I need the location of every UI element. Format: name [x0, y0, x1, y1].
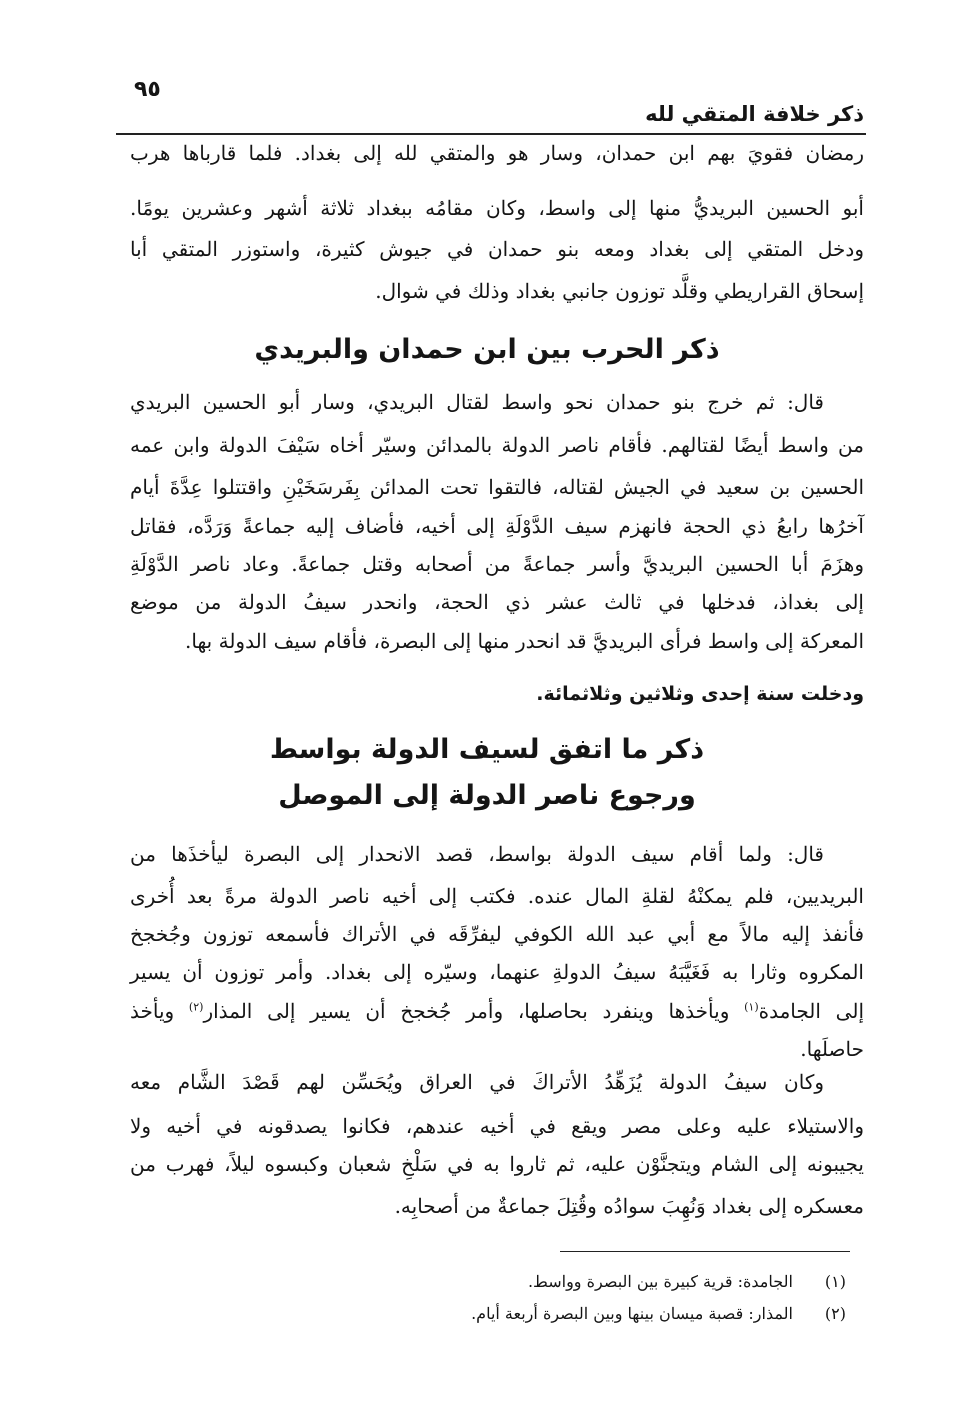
body-line: أبو الحسين البريديُّ منها إلى واسط، وكان مقامُه ببغداد ثلاثة أشهر وعشرين يومًا. — [130, 196, 864, 220]
body-line: قال: ولما أقام سيف الدولة بواسط، قصد الانحدار إلى البصرة ليأخذَها من — [130, 842, 824, 866]
body-line: الحسين بن سعيد في الجيش لقتاله، فالتقوا تحت المدائن بِفَرسَخَيْنِ واقتتلوا عِدَّةَ أيام — [130, 475, 864, 499]
body-line: من واسط أيضًا لقتالهم. فأقام ناصر الدولة بالمدائن وسيّر أخاه سَيْفَ الدولة وابن عمه — [130, 433, 864, 457]
body-line-with-refs — [130, 996, 864, 1026]
footnote-text: المذار: قصبة ميسان بينها وبين البصرة أربعة أيام. — [471, 1304, 793, 1323]
body-line: المعركة إلى واسط فرأى البريديَّ قد انحدر منها إلى البصرة، فأقام سيف الدولة بها. — [185, 629, 864, 653]
body-line: إسحاق القراريطي وقلَّد توزون جانبي بغداد وذلك في شوال. — [375, 279, 864, 303]
body-line: وكان سيفُ الدولة يُزَهِّدُ الأتراكَ في العراق ويُحَسِّن لهم قَصْدَ الشَّام معه — [130, 1070, 824, 1094]
running-title: ذكر خلافة المتقي لله — [645, 102, 864, 126]
body-line: المكروه وثارا به فَغَيَّبَهُ سيفُ الدولةِ عنهما، وسيّره إلى بغداد. وأمر توزون أن يسير — [130, 960, 864, 984]
footnote-text: الجامدة: قرية كبيرة بين البصرة وواسط. — [527, 1272, 793, 1291]
section-heading-war: ذكر الحرب بين ابن حمدان والبريدي — [254, 334, 720, 365]
footnote-ref[interactable]: (٢) — [188, 1000, 204, 1014]
body-line: يجيبونه إلى الشام ويتجنَّوْن عليه، ثم ثاروا به في سَلْخِ شعبان وكبسوه ليلاً، فهرب من — [130, 1152, 864, 1176]
body-line: ودخل المتقي إلى بغداد ومعه بنو حمدان في جيوش كثيرة، واستوزر المتقي أبا — [130, 237, 864, 261]
footnote-rule — [560, 1251, 850, 1252]
section-heading-nasir: ورجوع ناصر الدولة إلى الموصل — [278, 780, 696, 811]
body-text: ويأخذ — [130, 999, 189, 1023]
year-entry: ودخلت سنة إحدى وثلاثين وثلاثمائة. — [536, 683, 864, 705]
section-heading-sayf: ذكر ما اتفق لسيف الدولة بواسط — [269, 734, 705, 765]
body-line: فأنفذ إليه مالاً مع أبي عبد الله الكوفي ليفرِّقَه في الأتراك فأسمعه توزون وجُخجخ — [130, 922, 864, 946]
footnote-number: (٢) — [824, 1304, 846, 1323]
footnote — [528, 1270, 846, 1294]
body-text: ويأخذها وينفرد بحاصلها، وأمر جُخجخ أن يسير إلى المذار — [203, 999, 745, 1023]
page-number: ٩٥ — [134, 77, 161, 102]
body-line: إلى بغداذ، فدخلها في ثالث عشر ذي الحجة، وانحدر سيفُ الدولة من موضع — [130, 590, 864, 614]
body-line: آخرُها رابعُ ذي الحجة فانهزم سيف الدَّوْلَةِ إلى أخيه، فأضاف إليه جماعةً وَرَدَّه، فقاتل — [130, 514, 864, 538]
body-line: والاستيلاء عليه وعلى مصر ويقع في أخيه عندهم، فكانوا يصدقونه في أخيه ولا — [130, 1114, 864, 1138]
footnote-number: (١) — [824, 1272, 846, 1291]
header-rule — [116, 133, 866, 135]
body-line: البريديين، فلم يمكنْهُ لقلةِ المال عنده. فكتب إلى أخيه ناصر الدولة مرةً بعد أُخرى — [130, 884, 864, 908]
footnote — [471, 1302, 846, 1326]
footnote-ref[interactable]: (١) — [744, 1000, 759, 1014]
body-line: قال: ثم خرج بنو حمدان نحو واسط لقتال البريدي، وسار أبو الحسين البريدي — [130, 390, 824, 414]
body-line: رمضان فقويَ بهم ابن حمدان، وسار هو والمتقي لله إلى بغداد. فلما قارباها هرب — [130, 141, 865, 165]
body-line: معسكره إلى بغداد وَنُهِبَ سوادُه وقُتِلَ جماعةٌ من أصحابِه. — [394, 1194, 864, 1218]
body-text: إلى الجامدة — [758, 999, 865, 1023]
body-line: حاصلَها. — [800, 1037, 864, 1061]
body-line: وهزَمَ أبا الحسين البريديَّ وأسر جماعةً من أصحابه وقتل جماعةً. وعاد ناصر الدَّوْلَةِ — [130, 552, 864, 576]
